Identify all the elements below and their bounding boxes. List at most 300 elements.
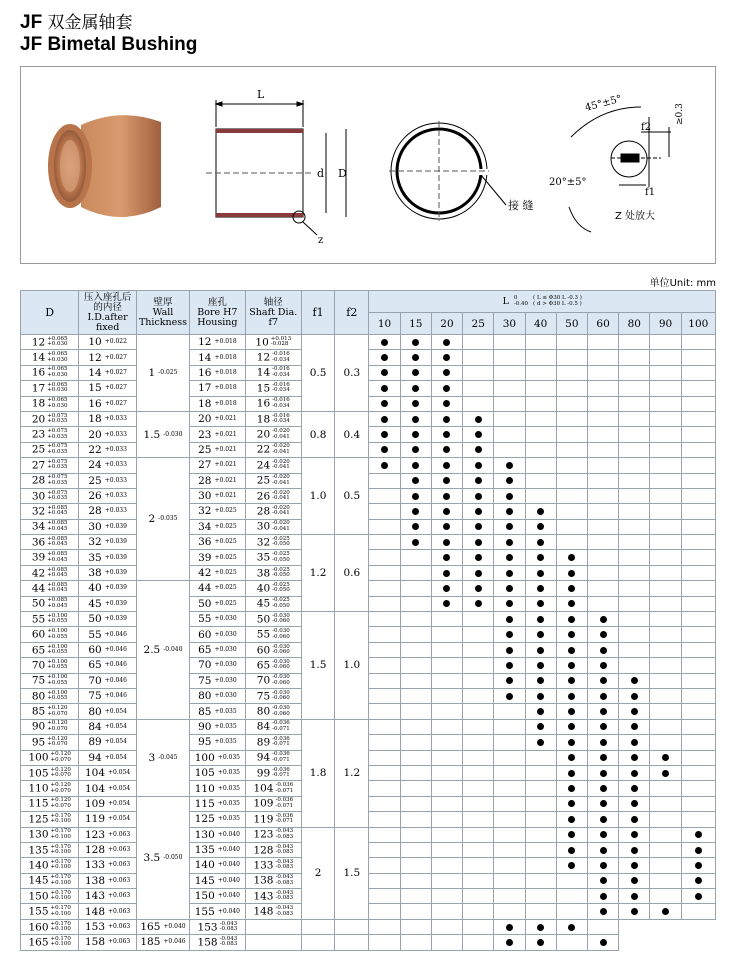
housing-value: 150 (194, 890, 215, 903)
availability-dot (412, 339, 419, 346)
housing-value: 140 (194, 859, 215, 872)
shaft-value: 104 (253, 782, 274, 795)
cell-length-60 (587, 627, 618, 642)
housing-value: 135 (194, 844, 215, 857)
cell-length-90 (650, 411, 681, 426)
cell-length-50 (556, 581, 587, 596)
cell-D (21, 427, 79, 442)
D-value: 140 (28, 859, 49, 872)
cell-D (21, 411, 79, 426)
cell-length-40 (525, 612, 556, 627)
cell-f2: 0.6 (335, 535, 369, 612)
cell-length-100 (681, 842, 715, 857)
cell-length-30 (494, 735, 525, 750)
cell-length-90 (650, 596, 681, 611)
cell-length-10 (369, 735, 400, 750)
cell-length-100 (681, 827, 715, 842)
D-value: 20 (31, 413, 46, 426)
availability-dot (475, 477, 482, 484)
cell-length-90 (650, 858, 681, 873)
cell-length-25 (463, 688, 494, 703)
cell-length-25 (463, 627, 494, 642)
cell-length-10 (369, 442, 400, 457)
availability-dot (475, 462, 482, 469)
cell-length-80 (619, 612, 650, 627)
tolerance: -0.040 (163, 646, 183, 653)
cell-length-15 (400, 596, 431, 611)
cell-D (21, 935, 79, 950)
cell-length-100 (681, 612, 715, 627)
cell-id (79, 812, 136, 827)
id-value: 38 (88, 567, 102, 580)
cell-D (21, 842, 79, 857)
availability-dot (568, 647, 575, 654)
cell-housing (190, 396, 245, 411)
cell-length-40 (525, 719, 556, 734)
tolerance: -0.020 -0.041 (272, 458, 290, 471)
cell-length-40 (525, 704, 556, 719)
D-value: 55 (31, 613, 46, 626)
cell-length-25 (463, 581, 494, 596)
cell-shaft (245, 658, 301, 673)
tolerance: +0.035 (214, 738, 237, 746)
D-value: 12 (31, 336, 46, 349)
cell-length-50 (556, 750, 587, 765)
tolerance: -0.036 -0.071 (275, 782, 294, 794)
availability-dot (506, 570, 513, 577)
cell-length-60 (587, 381, 618, 396)
availability-dot (568, 677, 575, 684)
cell-length-40 (525, 812, 556, 827)
cell-housing (190, 873, 245, 888)
cell-id (79, 396, 136, 411)
availability-dot (506, 554, 513, 561)
cell-length-50 (556, 627, 587, 642)
housing-value: 65 (198, 644, 212, 656)
cell-length-40 (525, 565, 556, 580)
tolerance: +0.035 (217, 769, 241, 777)
tolerance: +0.025 (214, 538, 237, 546)
tolerance: +0.054 (104, 738, 127, 746)
dim-d: d (317, 167, 325, 180)
cell-housing (190, 365, 245, 380)
cell-length-60 (587, 750, 618, 765)
cell-length-50 (556, 765, 587, 780)
cell-length-60 (587, 704, 618, 719)
tolerance: +0.046 (104, 692, 127, 700)
cell-length-100 (681, 565, 715, 580)
id-value: 35 (88, 551, 102, 564)
cell-id (79, 858, 136, 873)
availability-dot (443, 462, 450, 469)
cell-length-30 (494, 381, 525, 396)
cell-length-40 (525, 673, 556, 688)
tolerance: +0.100 +0.055 (47, 612, 68, 625)
cell-length-60 (587, 488, 618, 503)
cell-housing (190, 704, 245, 719)
tolerance: +0.040 (217, 846, 241, 854)
tolerance: +0.025 (214, 553, 237, 561)
table-row (21, 827, 716, 842)
cell-id (79, 642, 136, 657)
availability-dot (443, 477, 450, 484)
housing-value: 36 (198, 536, 212, 549)
housing-value: 28 (198, 474, 212, 487)
cell-length-20 (431, 781, 462, 796)
cell-length-20 (431, 842, 462, 857)
cell-length-20 (431, 904, 462, 919)
cell-length-50 (556, 565, 587, 580)
cell-length-20 (431, 642, 462, 657)
label-z: z (318, 235, 324, 246)
product-code: JF (20, 12, 43, 33)
tolerance: +0.054 (108, 815, 131, 823)
cell-length-80 (619, 781, 650, 796)
tolerance: +0.039 (104, 615, 127, 623)
tolerance: -0.030 -0.060 (272, 705, 290, 717)
table-row (21, 842, 716, 857)
shaft-value: 84 (256, 720, 271, 733)
cell-length-40 (525, 750, 556, 765)
cell-length-80 (619, 765, 650, 780)
availability-dot (631, 831, 638, 838)
cell-length-10 (369, 765, 400, 780)
cell-id (79, 873, 136, 888)
cell-D (21, 627, 79, 642)
shaft-value: 50 (256, 613, 271, 626)
header-length-90: 90 (650, 313, 681, 335)
cell-length-20 (431, 812, 462, 827)
table-row (21, 904, 716, 919)
D-value: 16 (31, 366, 46, 379)
cell-id (79, 550, 136, 565)
cell-length-80 (619, 519, 650, 534)
availability-dot (631, 816, 638, 823)
D-value: 39 (31, 551, 46, 564)
cell-length-10 (245, 935, 301, 950)
tolerance: +0.120 +0.070 (50, 766, 71, 779)
cell-length-25 (463, 365, 494, 380)
cell-length-15 (400, 873, 431, 888)
tolerance: +0.170 +0.100 (50, 858, 71, 871)
availability-dot (537, 554, 544, 561)
cell-id (79, 596, 136, 611)
cell-length-30 (494, 519, 525, 534)
tolerance: +0.054 (104, 722, 127, 730)
availability-dot (475, 585, 482, 592)
housing-value: 115 (194, 797, 215, 810)
tolerance: -0.036 -0.071 (272, 735, 290, 748)
tolerance: +0.046 (104, 646, 127, 653)
cell-D (21, 750, 79, 765)
cell-length-90 (650, 719, 681, 734)
cell-length-25 (463, 396, 494, 411)
cell-length-25 (463, 796, 494, 811)
product-figure (20, 66, 716, 264)
cell-D (21, 581, 79, 596)
D-value: 150 (28, 890, 49, 903)
availability-dot (600, 800, 607, 807)
cell-housing (190, 796, 245, 811)
wall-value: 3.5 (143, 851, 161, 864)
availability-dot (475, 523, 482, 530)
cell-shaft (245, 704, 301, 719)
availability-dot (568, 600, 575, 607)
D-value: 34 (31, 520, 46, 533)
shaft-value: 70 (256, 674, 271, 687)
cell-length-10 (369, 688, 400, 703)
cell-D (21, 550, 79, 565)
tolerance: -0.025 -0.050 (272, 535, 290, 548)
availability-dot (568, 554, 575, 561)
cell-length-90 (650, 889, 681, 904)
cell-length-90 (650, 842, 681, 857)
cell-length-10 (369, 842, 400, 857)
availability-dot (600, 662, 607, 669)
cell-length-30 (494, 350, 525, 365)
tolerance: +0.021 (214, 476, 237, 484)
end-view (389, 121, 506, 221)
tolerance: -0.043 -0.083 (275, 843, 294, 856)
cell-length-80 (619, 581, 650, 596)
tolerance: -0.020 -0.041 (272, 504, 290, 517)
housing-value: 105 (194, 767, 215, 780)
cell-length-100 (681, 550, 715, 565)
tolerance: +0.025 (214, 569, 237, 577)
table-row (21, 812, 716, 827)
cell-length-15 (400, 642, 431, 657)
cell-length-15 (400, 365, 431, 380)
D-value: 105 (28, 767, 49, 780)
cell-housing (190, 411, 245, 426)
cell-length-100 (681, 581, 715, 596)
housing-value: 155 (194, 905, 215, 918)
cell-length-90 (650, 350, 681, 365)
cell-D (21, 535, 79, 550)
cell-length-10 (369, 519, 400, 534)
cell-length-30 (494, 565, 525, 580)
tolerance: +0.035 (217, 784, 241, 792)
cell-length-100 (681, 658, 715, 673)
id-value: 16 (88, 397, 102, 410)
cell-length-90 (650, 427, 681, 442)
tolerance: -0.030 -0.060 (272, 674, 290, 686)
availability-dot (537, 924, 544, 931)
tolerance: +0.027 (104, 384, 127, 392)
tolerance: +0.170 +0.100 (50, 920, 71, 933)
tolerance: -0.020 -0.041 (272, 428, 290, 440)
housing-value: 20 (198, 413, 212, 426)
table-row (21, 919, 716, 934)
table-row (21, 411, 716, 426)
tolerance: +0.054 (108, 799, 131, 807)
cell-housing (190, 735, 245, 750)
cell-housing (190, 673, 245, 688)
cell-length-15 (400, 427, 431, 442)
cell-D (21, 565, 79, 580)
cell-id (79, 411, 136, 426)
cell-shaft (245, 796, 301, 811)
tolerance: +0.018 (214, 399, 237, 407)
table-row (21, 458, 716, 473)
technical-drawing (21, 67, 715, 263)
cell-length-40 (525, 411, 556, 426)
shaft-value: 25 (256, 474, 271, 487)
tolerance: +0.033 (104, 492, 127, 500)
cell-length-10 (369, 473, 400, 488)
cell-D (21, 889, 79, 904)
tolerance: -0.016 -0.034 (272, 366, 290, 378)
shaft-value: 148 (253, 905, 274, 918)
tolerance: +0.040 (217, 830, 241, 838)
housing-value: 80 (198, 690, 212, 703)
cell-length-15 (400, 750, 431, 765)
housing-value: 27 (198, 459, 212, 472)
tolerance: +0.030 (214, 692, 237, 700)
availability-dot (568, 708, 575, 715)
cell-length-80 (619, 381, 650, 396)
cell-length-15 (400, 565, 431, 580)
availability-dot (600, 939, 607, 946)
D-value: 145 (28, 874, 49, 887)
housing-value: 145 (194, 874, 215, 887)
cell-shaft (245, 565, 301, 580)
availability-dot (631, 908, 638, 915)
tolerance: -0.036 -0.071 (272, 751, 290, 763)
tolerance: +0.046 (163, 938, 186, 946)
cell-length-50 (556, 904, 587, 919)
D-value: 100 (28, 751, 49, 764)
cell-id (79, 719, 136, 734)
cell-length-15 (400, 889, 431, 904)
availability-dot (506, 939, 513, 946)
table-row (21, 581, 716, 596)
cell-length-100 (681, 381, 715, 396)
availability-dot (695, 862, 702, 869)
id-value: 18 (88, 413, 102, 426)
cell-D (21, 812, 79, 827)
table-row (21, 935, 716, 950)
tolerance: +0.170 +0.100 (50, 812, 71, 825)
cell-shaft (245, 488, 301, 503)
cell-length-15 (400, 581, 431, 596)
header-shaft: 轴径 Shaft Dia. f7 (245, 291, 301, 335)
cell-shaft (245, 535, 301, 550)
cell-id (79, 658, 136, 673)
tolerance: +0.085 +0.045 (47, 566, 68, 579)
tolerance: +0.085 +0.045 (47, 504, 68, 517)
cell-length-40 (525, 627, 556, 642)
shaft-value: 38 (256, 567, 271, 580)
D-value: 18 (31, 397, 46, 410)
availability-dot (412, 462, 419, 469)
tolerance: +0.054 (104, 707, 127, 715)
cell-length-10 (369, 396, 400, 411)
page-title-en: JF Bimetal Bushing (20, 34, 198, 55)
availability-dot (695, 847, 702, 854)
availability-dot (412, 400, 419, 407)
cell-length-20 (431, 504, 462, 519)
cell-length-20 (431, 473, 462, 488)
tolerance: +0.027 (104, 368, 127, 376)
cell-housing (190, 842, 245, 857)
id-value: 15 (88, 382, 102, 395)
cell-length-30 (494, 488, 525, 503)
availability-dot (506, 462, 513, 469)
cell-length-50 (556, 488, 587, 503)
tolerance: -0.045 (158, 753, 178, 761)
housing-value: 85 (198, 705, 212, 718)
cell-length-20 (431, 519, 462, 534)
cell-D (21, 827, 79, 842)
cell-wall (136, 796, 189, 919)
spec-table (20, 290, 716, 951)
cell-length-90 (650, 519, 681, 534)
cell-length-25 (463, 904, 494, 919)
cell-length-15 (400, 411, 431, 426)
cell-id (79, 935, 136, 950)
cell-length-90 (650, 458, 681, 473)
cell-length-50 (556, 411, 587, 426)
cell-length-50 (556, 658, 587, 673)
cell-length-100 (681, 781, 715, 796)
availability-dot (443, 523, 450, 530)
bushing-photo (48, 115, 161, 217)
wall-value: 1.5 (143, 428, 161, 441)
cell-length-100 (681, 904, 715, 919)
cell-length-25 (463, 550, 494, 565)
cell-housing (190, 858, 245, 873)
cell-length-25 (463, 750, 494, 765)
shaft-value: 40 (256, 582, 271, 595)
cell-length-10 (369, 719, 400, 734)
id-value: 109 (84, 797, 106, 810)
cell-length-40 (525, 504, 556, 519)
cell-length-15 (400, 396, 431, 411)
availability-dot (412, 369, 419, 376)
cell-length-30 (494, 458, 525, 473)
cell-length-80 (619, 873, 650, 888)
availability-dot (600, 616, 607, 623)
cell-length-40 (525, 642, 556, 657)
housing-value: 90 (198, 720, 212, 733)
tolerance: +0.085 +0.045 (47, 551, 68, 563)
cell-length-15 (400, 627, 431, 642)
cell-length-90 (650, 396, 681, 411)
cell-length-60 (587, 842, 618, 857)
cell-housing (190, 904, 245, 919)
cell-housing (190, 719, 245, 734)
housing-value: 50 (198, 597, 212, 610)
header-length-15: 15 (400, 313, 431, 335)
availability-dot (568, 924, 575, 931)
cell-id (79, 581, 136, 596)
cell-length-60 (587, 781, 618, 796)
cell-length-20 (431, 765, 462, 780)
cell-shaft (245, 627, 301, 642)
availability-dot (537, 647, 544, 654)
availability-dot (412, 416, 419, 423)
cell-length-50 (556, 504, 587, 519)
cell-length-50 (556, 735, 587, 750)
tolerance: +0.018 (214, 338, 237, 346)
cell-length-60 (587, 642, 618, 657)
cell-D (21, 504, 79, 519)
id-value: 50 (88, 613, 102, 626)
cell-length-50 (556, 519, 587, 534)
table-row (21, 673, 716, 688)
L-note: ( L ≤ Φ30 L -0.3 ) ( d > Φ30 L -0.5 ) (533, 295, 582, 307)
